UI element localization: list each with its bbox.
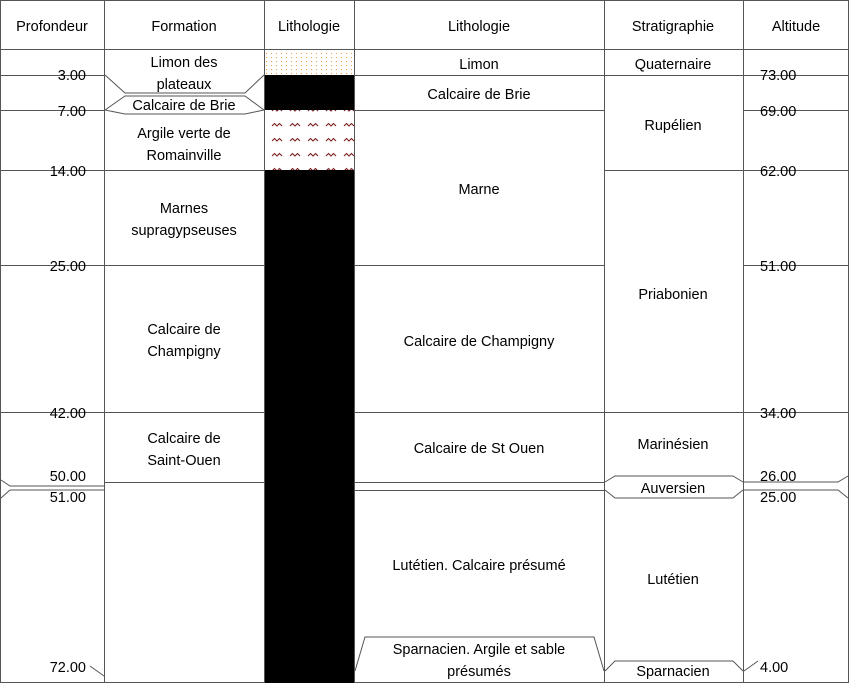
header-lithologie: Lithologie <box>447 19 511 35</box>
altitude-label: 51.00 <box>760 259 797 275</box>
altitude-label: 69.00 <box>760 104 797 120</box>
stratigraphy-label: Rupélien <box>644 118 702 134</box>
depth-label: 7.00 <box>57 104 86 120</box>
log-layer-argile-verte <box>265 110 354 170</box>
lithology-labels <box>392 57 565 680</box>
lithology-label: Calcaire de Champigny <box>403 334 555 350</box>
formation-labels <box>131 55 237 469</box>
altitude-label: 73.00 <box>760 68 797 84</box>
depth-label: 50.00 <box>49 469 86 485</box>
altitude-label: 4.00 <box>760 660 789 676</box>
depth-label: 51.00 <box>49 490 86 506</box>
lithology-label: Marne <box>458 182 500 198</box>
formation-label: Argile verte de <box>137 126 231 142</box>
formation-label: Champigny <box>147 344 221 360</box>
stratigraphy-label: Sparnacien <box>636 664 710 680</box>
stratigraphy-label: Lutétien <box>647 572 699 588</box>
header-profondeur: Profondeur <box>16 19 88 35</box>
altitude-tick-labels <box>760 68 796 676</box>
formation-label: Romainville <box>146 148 222 164</box>
stratigraphy-label: Auversien <box>640 481 706 497</box>
lithology-label: présumés <box>447 664 511 680</box>
lithology-boundaries <box>355 76 604 672</box>
formation-label: supragypseuses <box>131 223 237 239</box>
lithology-log-column <box>265 50 354 683</box>
depth-label: 3.00 <box>57 68 86 84</box>
altitude-label: 26.00 <box>760 469 797 485</box>
formation-label: Saint-Ouen <box>147 453 221 469</box>
header-formation: Formation <box>151 19 217 35</box>
lithology-label: Calcaire de Brie <box>427 87 531 103</box>
formation-label: Marnes <box>159 201 209 217</box>
stratigraphy-label: Priabonien <box>638 287 708 303</box>
formation-label: plateaux <box>156 77 212 93</box>
log-layer-calcaire-brie <box>265 75 354 110</box>
altitude-label: 34.00 <box>760 406 797 422</box>
depth-label: 42.00 <box>49 406 86 422</box>
header-row <box>16 19 820 35</box>
lithology-label: Lutétien. Calcaire présumé <box>392 558 566 574</box>
formation-label: Calcaire de <box>147 322 221 338</box>
header-stratigraphie: Stratigraphie <box>631 19 715 35</box>
depth-label: 72.00 <box>49 660 86 676</box>
header-lithologie-log: Lithologie <box>277 19 341 35</box>
log-layer-limon <box>265 50 354 75</box>
depth-label: 25.00 <box>49 259 86 275</box>
depth-tick-labels <box>50 68 86 676</box>
header-altitude: Altitude <box>771 19 821 35</box>
lithology-label: Limon <box>459 57 499 73</box>
stratigraphy-label: Quaternaire <box>634 57 712 73</box>
altitude-label: 62.00 <box>760 164 797 180</box>
formation-label: Calcaire de Brie <box>132 98 236 114</box>
formation-label: Calcaire de <box>147 431 221 447</box>
lithology-label: Sparnacien. Argile et sable <box>392 642 566 658</box>
formation-label: Limon des <box>150 55 218 71</box>
stratigraphy-label: Marinésien <box>637 437 709 453</box>
log-layer-black-lower <box>265 170 354 683</box>
lithology-label: Calcaire de St Ouen <box>413 441 545 457</box>
depth-label: 14.00 <box>49 164 86 180</box>
stratigraphy-labels <box>635 57 712 680</box>
altitude-label: 25.00 <box>760 490 797 506</box>
